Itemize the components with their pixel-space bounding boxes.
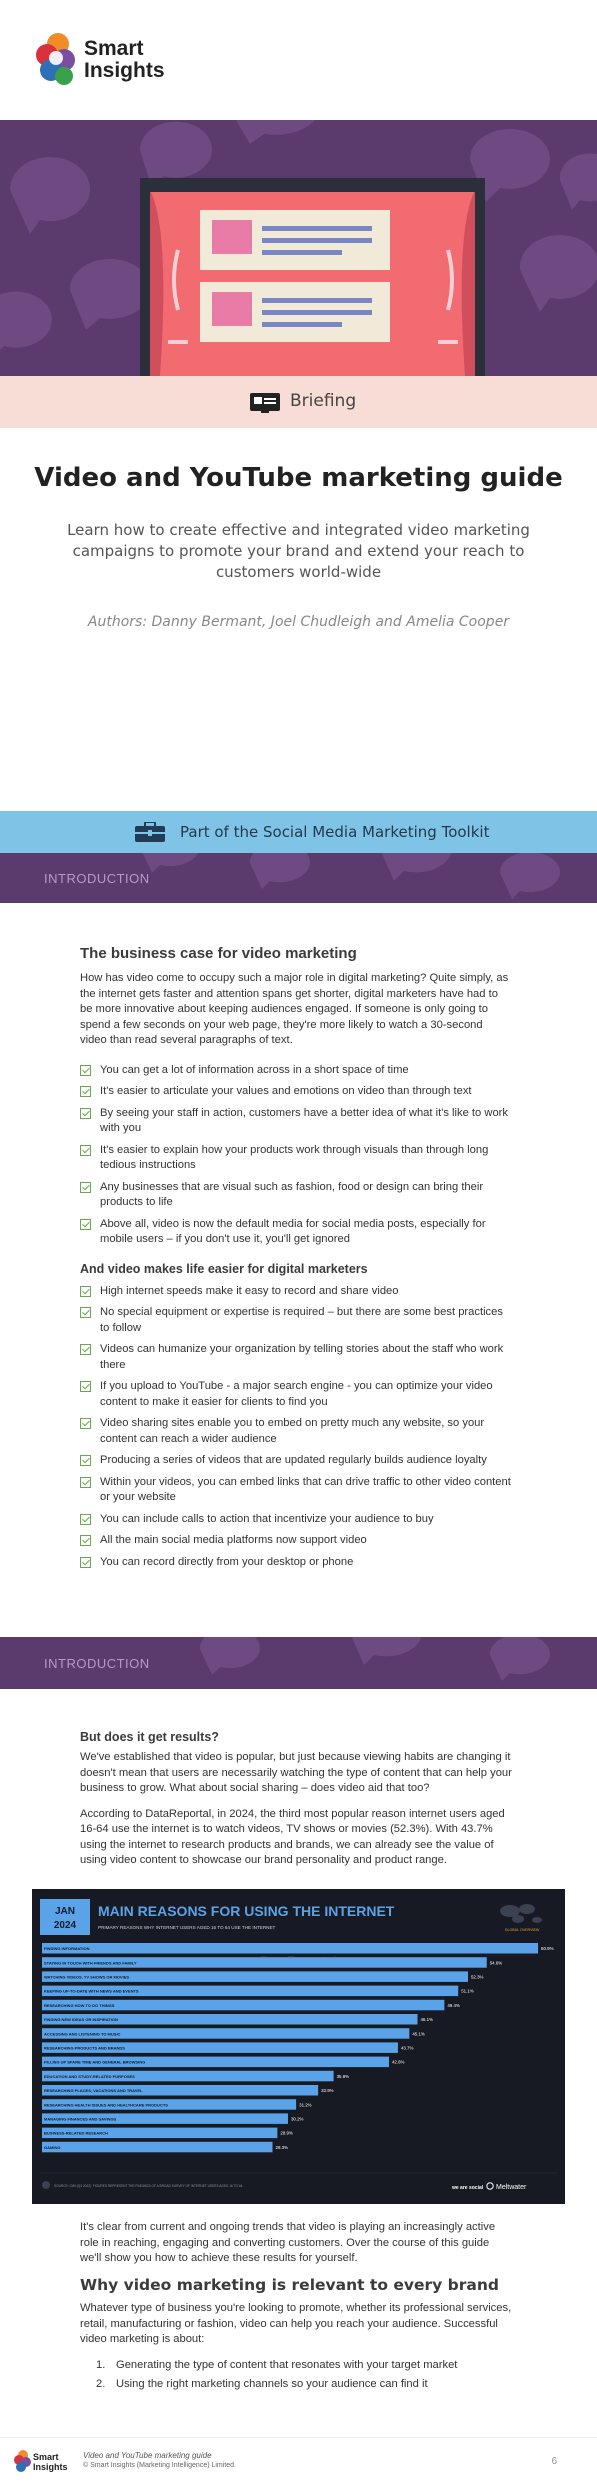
bar-category-label: MANAGING FINANCES AND SAVINGS	[44, 2116, 117, 2122]
authors-line: Authors: Danny Bermant, Joel Chudleigh and Amelia Cooper	[87, 614, 510, 630]
list-item: You can include calls to action that incentivize your audience to buy	[80, 1512, 512, 1528]
success-list	[96, 2358, 512, 2393]
list-item: Producing a series of videos that are updated regularly builds audience loyalty	[80, 1453, 512, 1469]
list-item: Video sharing sites enable you to embed on pretty much any website, so your content can reach a wider audience	[80, 1416, 512, 1447]
bar-category-label: STAYING IN TOUCH WITH FRIENDS AND FAMILY	[44, 1960, 137, 1966]
bar-value-label: 60.9%	[541, 1946, 554, 1952]
check-icon	[80, 1286, 91, 1297]
footer-copyright: © Smart Insights (Marketing Intelligence) Limited.	[83, 2462, 236, 2469]
hero-illustration	[0, 120, 597, 376]
subsection-heading: And video makes life easier for digital marketers	[80, 1261, 368, 1276]
bar-category-label: RESEARCHING HOW TO DO THINGS	[44, 2002, 115, 2008]
marketer-benefits-list	[80, 1284, 512, 1571]
list-item: 1. Generating the type of content that resonates with your target market	[96, 2358, 458, 2371]
introduction-band-2	[0, 1637, 597, 1689]
bar-category-label: ACCESSING AND LISTENING TO MUSIC	[44, 2031, 121, 2037]
bar-value-label: 43.7%	[400, 2045, 414, 2051]
check-icon	[80, 1514, 91, 1525]
section-results	[80, 1730, 512, 1869]
check-icon	[80, 1065, 91, 1076]
footer-doc-title: Video and YouTube marketing guide	[83, 2451, 212, 2460]
bar-category-label: EDUCATION AND STUDY-RELATED PURPOSES	[44, 2073, 135, 2079]
page-title: Video and YouTube marketing guide	[34, 463, 563, 493]
toolkit-link[interactable]: Part of the Social Media Marketing Toolkit	[180, 823, 490, 841]
bar-value-label: 28.9%	[280, 2130, 293, 2136]
svg-text:Smart: Smart	[33, 2452, 59, 2462]
bar-value-label: 54.6%	[489, 1960, 503, 1966]
footer-badge-icon	[42, 2181, 50, 2189]
section-paragraph: How has video come to occupy such a major role in digital marketing? Quite simply, as the internet gets faster and attention spans get shorter, digital marketers have had to be more innovative about keeping audiences engaged. If someone is only going to spend a few seconds on your web page, they're more likely to watch a 30-second video than read several paragraphs of text.	[80, 972, 509, 1046]
bar-category-label: FINDING INFORMATION	[44, 1946, 90, 1952]
bar-value-label: 28.3%	[275, 2144, 288, 2150]
list-item: Within your videos, you can embed links that can drive traffic to other video content or your website	[80, 1475, 512, 1506]
chart-brand-right: Meltwater	[496, 2184, 527, 2191]
footer-logo-icon[interactable]	[14, 2448, 76, 2474]
list-item: Videos can humanize your organization by telling stories about the staff who work there	[80, 1342, 512, 1373]
bar-category-label: RESEARCHING PLACES, VACATIONS AND TRAVEL	[44, 2088, 143, 2094]
bar-value-label: 33.9%	[321, 2088, 334, 2094]
list-item: By seeing your staff in action, customers have a better idea of what it's like to work with you	[80, 1106, 512, 1137]
check-icon	[80, 1477, 91, 1488]
introduction-label-2: INTRODUCTION	[44, 1656, 150, 1671]
briefing-screen-icon	[250, 393, 280, 413]
section-paragraph-3: It's clear from current and ongoing trends that video is playing an increasingly active role in reaching, engaging and converting customers. Over the course of this guide we'll show you how to achieve these results for yourself.	[80, 2221, 496, 2264]
section-paragraph-2: According to DataReportal, in 2024, the third most popular reason internet users aged 16-64 use the internet is to watch videos, TV shows or movies (52.3%). With 43.7% using the internet to research products and brands, we can already see the value of using video content to showcase our brand personality and product range.	[80, 1807, 505, 1866]
list-item: You can record directly from your desktop or phone	[80, 1555, 512, 1571]
check-icon	[80, 1307, 91, 1318]
introduction-band-1	[0, 853, 597, 903]
bar-value-label: 35.8%	[336, 2073, 350, 2079]
page-number: 6	[551, 2456, 557, 2467]
benefits-list	[80, 1063, 512, 1248]
toolkit-briefcase-icon	[135, 822, 165, 842]
bar-category-label: RESEARCHING PRODUCTS AND BRANDS	[44, 2045, 125, 2051]
bar-category-label: KEEPING UP-TO-DATE WITH NEWS AND EVENTS	[44, 1988, 139, 1994]
region-label: GLOBAL OVERVIEW	[504, 1928, 540, 1932]
bar-category-label: RESEARCHING HEALTH ISSUES AND HEALTHCARE PRODUCTS	[44, 2102, 168, 2108]
bar-value-label: 46.1%	[420, 2017, 433, 2023]
date-badge-month: JAN	[54, 1906, 76, 1917]
bar-category-label: WATCHING VIDEOS, TV SHOWS OR MOVIES	[44, 1974, 130, 1980]
list-item: If you upload to YouTube - a major search engine - you can optimize your video content to make it easier for clients to find you	[80, 1379, 512, 1410]
chart-footer-note: SOURCE: GWI (Q3 2023). FIGURES REPRESENT THE FINDINGS OF A BROAD SURVEY OF INTERNET USERS AGED 16 TO 64.	[54, 2184, 244, 2188]
list-item: Any businesses that are visual such as fashion, food or design can bring their products to life	[80, 1180, 512, 1211]
page-subtitle: Learn how to create effective and integrated video marketing campaigns to promote your brand and extend your reach to customers world-wide	[67, 521, 530, 581]
section-business-case	[80, 945, 512, 1576]
list-item: High internet speeds make it easy to record and share video	[80, 1284, 512, 1300]
check-icon	[80, 1381, 91, 1392]
logo-bar	[0, 0, 597, 120]
list-item: 2. Using the right marketing channels so your audience can find it	[96, 2378, 428, 2390]
section-paragraph-1: We've established that video is popular, but just because viewing habits are changing it doesn't mean that users are necessarily watching the type of content that can help your business to grow. What about social sharing – does video aid that too?	[80, 1751, 512, 1794]
section-why-relevant	[80, 2276, 512, 2397]
check-icon	[80, 1557, 91, 1568]
section-heading: The business case for video marketing	[80, 945, 357, 962]
list-item: You can get a lot of information across in a short space of time	[80, 1063, 512, 1079]
list-item: It's easier to explain how your products work through visuals than through long tedious instructions	[80, 1143, 512, 1174]
bar-value-label: 49.4%	[447, 2002, 460, 2008]
internet-reasons-chart	[32, 1889, 565, 2204]
briefing-label: Briefing	[290, 391, 357, 411]
section-paragraph: Whatever type of business you're looking to promote, whether its professional services, retail, manufacturing or fashion, video can help you reach your audience. Successful video marketing is about:	[80, 2302, 512, 2345]
introduction-label-1: INTRODUCTION	[44, 871, 150, 886]
bar-value-label: 52.3%	[470, 1974, 484, 1980]
bar-category-label: FINDING NEW IDEAS OR INSPIRATION	[44, 2017, 118, 2023]
briefing-band	[0, 376, 597, 428]
bar	[42, 2142, 273, 2153]
bar-value-label: 31.2%	[299, 2102, 312, 2108]
section-heading: But does it get results?	[80, 1730, 219, 1744]
check-icon	[80, 1086, 91, 1097]
list-item: No special equipment or expertise is required – but there are some best practices to follow	[80, 1305, 512, 1336]
section-heading: Why video marketing is relevant to every brand	[80, 2276, 499, 2294]
logo-text: Smart Insights	[84, 37, 165, 82]
video-screen-illustration	[0, 120, 597, 376]
chart-title: MAIN REASONS FOR USING THE INTERNET	[98, 1903, 395, 1919]
bar-value-label: 42.6%	[391, 2059, 405, 2065]
bar-category-label: FILLING UP SPARE TIME AND GENERAL BROWSING	[44, 2059, 146, 2065]
check-icon	[80, 1455, 91, 1466]
svg-text:Insights: Insights	[33, 2462, 68, 2472]
check-icon	[80, 1182, 91, 1193]
check-icon	[80, 1219, 91, 1230]
check-icon	[80, 1145, 91, 1156]
smart-insights-logo[interactable]	[34, 30, 174, 92]
bar-value-label: 45.1%	[412, 2031, 425, 2037]
check-icon	[80, 1535, 91, 1546]
chart-brand-left: we are social	[452, 2185, 484, 2191]
list-item: All the main social media platforms now support video	[80, 1533, 512, 1549]
chart-canvas	[32, 1889, 565, 2204]
section-results-cont	[80, 2220, 512, 2267]
check-icon	[80, 1344, 91, 1355]
check-icon	[80, 1418, 91, 1429]
bar-value-label: 51.1%	[461, 1988, 474, 1994]
check-icon	[80, 1108, 91, 1119]
logo-mark-icon	[34, 30, 78, 92]
bar-value-label: 30.2%	[290, 2116, 304, 2122]
date-badge-year: 2024	[53, 1920, 77, 1931]
chart-subtitle: PRIMARY REASONS WHY INTERNET USERS AGED 16 TO 64 USE THE INTERNET	[98, 1925, 276, 1930]
bar-category-label: BUSINESS-RELATED RESEARCH	[44, 2130, 108, 2136]
list-item: Above all, video is now the default media for social media posts, especially for mobile users – if you don't use it, you'll get ignored	[80, 1217, 512, 1248]
page-footer	[0, 2437, 597, 2484]
toolkit-band[interactable]	[0, 811, 597, 853]
bar	[42, 1943, 538, 1954]
list-item: It's easier to articulate your values and emotions on video than through text	[80, 1084, 512, 1100]
bar-category-label: GAMING	[44, 2144, 61, 2150]
